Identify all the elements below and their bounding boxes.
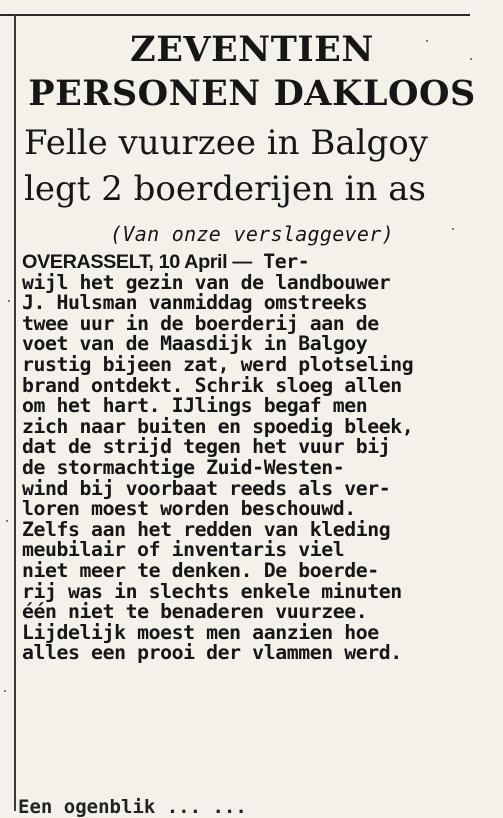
body-line: Zelfs aan het redden van kleding [22, 517, 391, 541]
body-line: alles een prooi der vlammen werd. [22, 641, 402, 665]
print-speck [426, 40, 428, 42]
body-line: rij was in slechts enkele minuten [22, 579, 402, 603]
body-line: Ter- [263, 250, 310, 273]
body-line: dat de strijd tegen het vuur bij [22, 435, 391, 459]
subheadline-line-1: Felle vuurzee in Balgoy [24, 123, 428, 163]
print-speck [4, 690, 6, 692]
body-line-first [22, 252, 486, 273]
body-line: Lijdelijk moest men aanzien hoe [22, 620, 379, 644]
column-rule-left [14, 14, 16, 811]
headline-line-1: ZEVENTIEN [130, 29, 374, 70]
body-line: meubilair of inventaris viel [22, 538, 345, 562]
news-article [18, 28, 486, 664]
byline: (Van onze verslaggever) [110, 222, 394, 246]
print-speck [452, 228, 454, 230]
subheadline [24, 120, 486, 212]
column-rule-top [0, 14, 470, 16]
subheadline-line-2: legt 2 boerderijen in as [24, 169, 426, 209]
body-line: wind bij voorbaat reeds als ver- [22, 476, 391, 500]
headline-line-2: PERSONEN DAKLOOS [28, 73, 476, 114]
body-line: zich naar buiten en spoedig bleek, [22, 414, 414, 438]
body-line: voet van de Maasdijk in Balgoy [22, 332, 368, 356]
headline [18, 28, 486, 116]
article-body [22, 252, 486, 664]
body-line: J. Hulsman vanmiddag omstreeks [22, 291, 368, 315]
dateline: OVERASSELT, 10 April — [22, 251, 252, 273]
body-line: niet meer te denken. De boerde- [22, 558, 379, 582]
body-line: één niet te benaderen vuurzee. [22, 600, 368, 624]
cutoff-line: Een ogenblik ... ... [18, 796, 247, 818]
body-line: wijl het gezin van de landbouwer [22, 270, 391, 294]
body-line: twee uur in de boerderij aan de [22, 311, 379, 335]
print-speck [8, 300, 10, 302]
print-speck [470, 58, 472, 60]
body-line: om het hart. IJlings begaf men [22, 394, 368, 418]
body-line: brand ontdekt. Schrik sloeg allen [22, 373, 402, 397]
print-speck [6, 520, 8, 522]
body-line: de stormachtige Zuid-Westen- [22, 455, 345, 479]
body-line: loren moest worden beschouwd. [22, 497, 356, 521]
body-line: rustig bijeen zat, werd plotseling [22, 352, 414, 376]
